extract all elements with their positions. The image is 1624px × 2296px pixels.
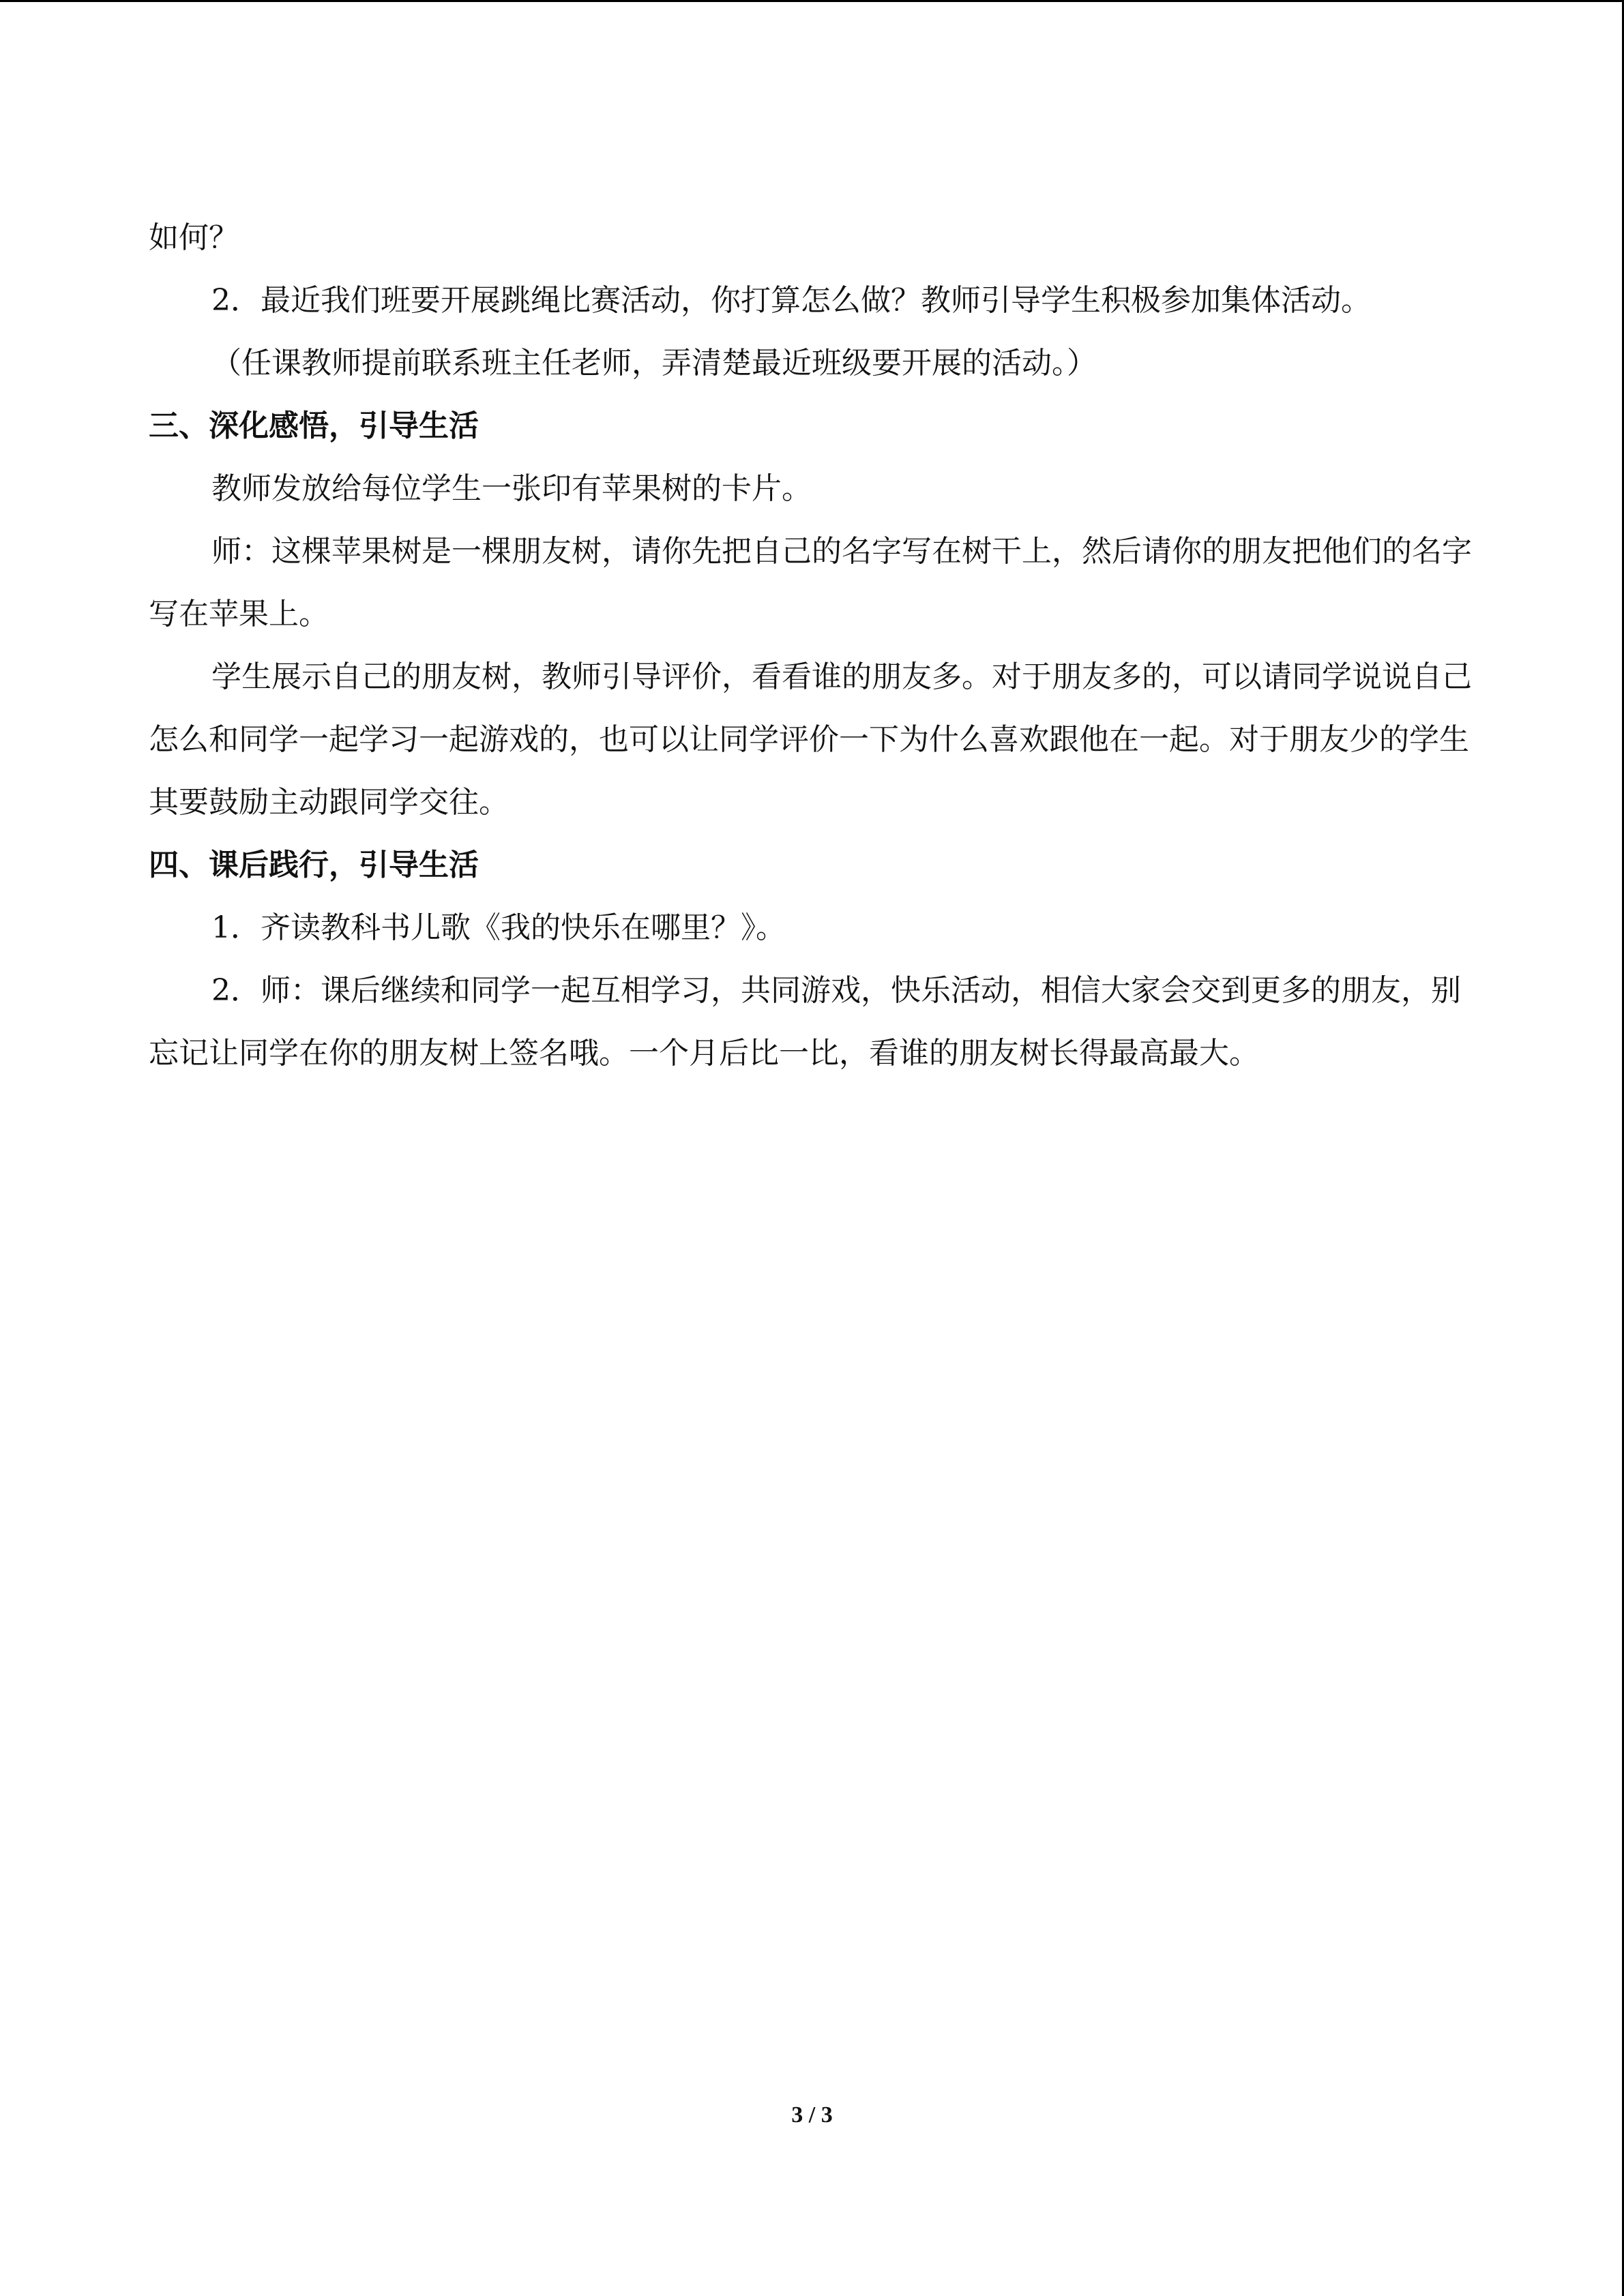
section-heading-4: 四、课后践行，引导生活 <box>149 848 479 882</box>
page-number: 3 / 3 <box>791 2102 833 2128</box>
section-heading-3: 三、深化感悟，引导生活 <box>149 408 479 443</box>
paragraph-item-2: 2．最近我们班要开展跳绳比赛活动，你打算怎么做？教师引导学生积极参加集体活动。 <box>211 283 1371 318</box>
paragraph-card-handout: 教师发放给每位学生一张印有苹果树的卡片。 <box>211 471 812 506</box>
paragraph-teacher-note: （任课教师提前联系班主任老师，弄清楚最近班级要开展的活动。） <box>211 346 1097 381</box>
paragraph-evaluation: 学生展示自己的朋友树，教师引导评价，看看谁的朋友多。对于朋友多的，可以请同学说说自己怎么和同学一起学习一起游戏的，也可以让同学评价一下为什么喜欢跟他在一起。对于朋友少的学生其要鼓励主动跟同学交往。 <box>149 659 1472 820</box>
paragraph-continuation: 如何？ <box>149 220 239 255</box>
document-body <box>149 207 1479 1085</box>
paragraph-after-class: 2．师：课后继续和同学一起互相学习，共同游戏，快乐活动，相信大家会交到更多的朋友，别忘记让同学在你的朋友树上签名哦。一个月后比一比，看谁的朋友树长得最高最大。 <box>149 973 1461 1071</box>
paragraph-friend-tree: 师：这棵苹果树是一棵朋友树，请你先把自己的名字写在树干上，然后请你的朋友把他们的名字写在苹果上。 <box>149 534 1472 631</box>
paragraph-read-aloud: 1．齐读教科书儿歌《我的快乐在哪里？》。 <box>211 910 786 945</box>
